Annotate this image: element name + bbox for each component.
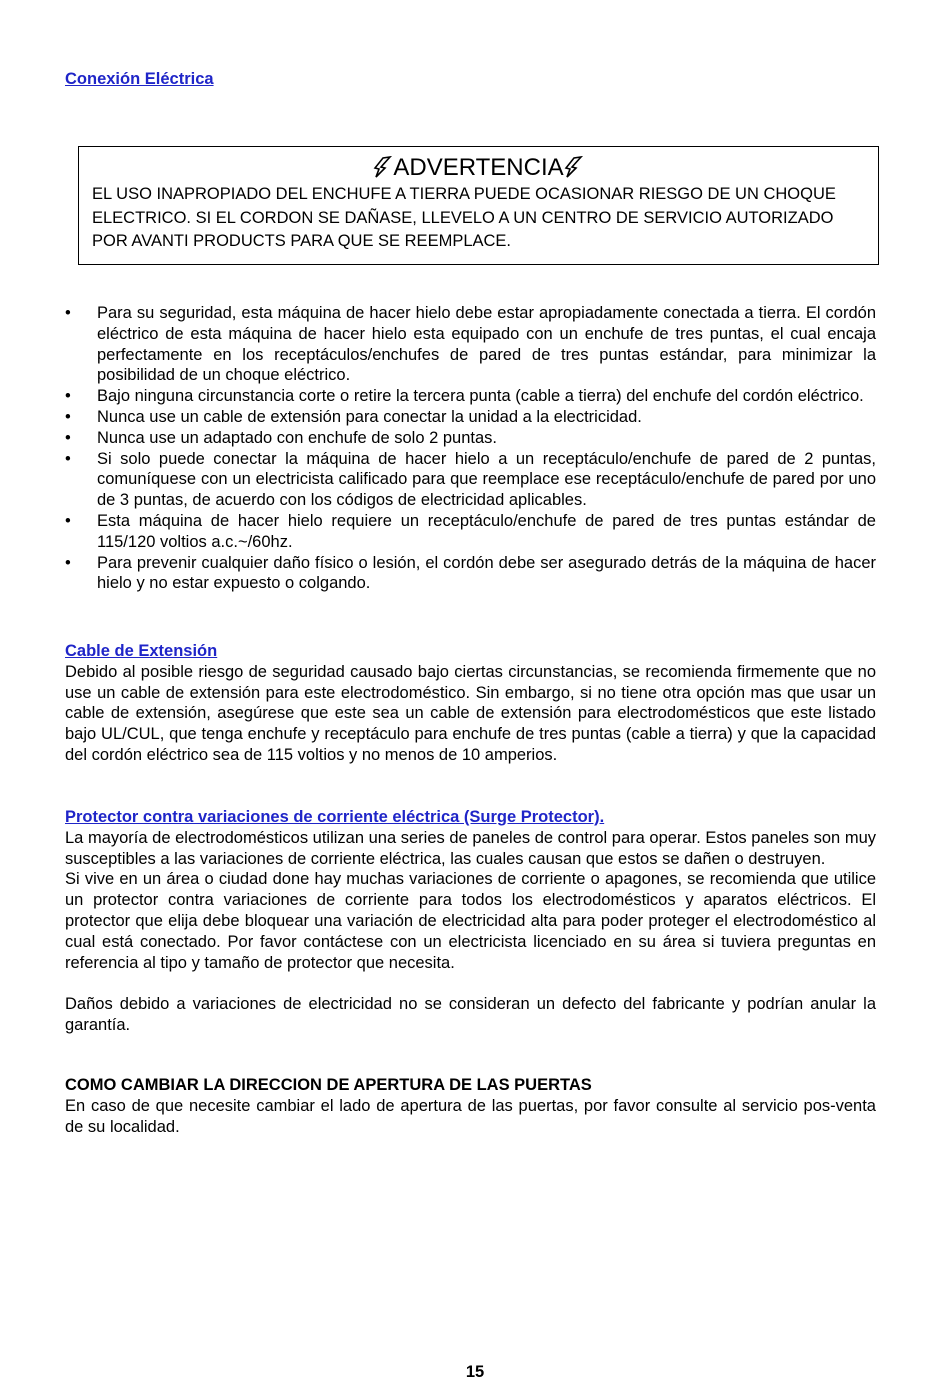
section-title-extension-cord[interactable]: Cable de Extensión: [65, 642, 218, 660]
list-item: • Para prevenir cualquier daño físico o lesión, el cordón debe ser asegurado detrás de la máquina de hacer hielo y no estar expuesto o colgando.: [65, 553, 876, 595]
section-title-surge-protector[interactable]: Protector contra variaciones de corriente eléctrica (Surge Protector).: [65, 808, 605, 826]
section-title-door-reversal: COMO CAMBIAR LA DIRECCION DE APERTURA DE LAS PUERTAS: [65, 1076, 592, 1094]
surge-paragraph-2: Si vive en un área o ciudad done hay muchas variaciones de corriente o apagones, se recomienda que utilice un protector contra variaciones de corriente para todos los electrodomésticos y aparatos eléctricos. El protector que elija debe bloquear una variación de electricidad alta para poder proteger el electrodoméstico al cual está conectado. Por favor contáctese con un electricista licenciado en su área si tuviera preguntas en referencia al tipo y tamaño de protector que necesita.: [65, 870, 876, 972]
warning-box: [78, 146, 879, 265]
list-item: • Bajo ninguna circunstancia corte o retire la tercera punta (cable a tierra) del enchufe del cordón eléctrico.: [65, 386, 876, 407]
list-item: • Esta máquina de hacer hielo requiere un receptáculo/enchufe de pared de tres puntas estándar de 115/120 voltios a.c.~/60hz.: [65, 511, 876, 553]
warning-title-line: [92, 153, 865, 183]
section-title-electrical-connection[interactable]: Conexión Eléctrica: [65, 70, 214, 88]
lightning-bolt-icon: [564, 156, 584, 178]
door-reversal-text: En caso de que necesite cambiar el lado de apertura de las puertas, por favor consulte al servicio pos-venta de su localidad.: [65, 1096, 876, 1136]
list-item: • Para su seguridad, esta máquina de hacer hielo debe estar apropiadamente conectada a tierra. El cordón eléctrico de esta máquina de hacer hielo esta equipado con un enchufe de tres puntas, el cual encaja perfectamente en los receptáculos/enchufes de pared de tres puntas estándar, para minimizar la posibilidad de un choque eléctrico.: [65, 303, 876, 386]
page-number: 15: [465, 1363, 485, 1381]
lightning-bolt-icon: [373, 156, 393, 178]
warning-title: ADVERTENCIA: [393, 154, 564, 181]
safety-bullet-list: [65, 303, 876, 594]
extension-cord-text: Debido al posible riesgo de seguridad causado bajo ciertas circunstancias, se recomienda firmemente que no use un cable de extensión para este electrodoméstico. Sin embargo, si no tiene otra opción mas que usar un cable de extensión, asegúrese que este sea un cable de extensión para electrodomésticos que este listado bajo UL/CUL, que tenga enchufe y receptáculo para enchufe de tres puntas (cable a tierra) y que la capacidad del cordón eléctrico sea de 115 voltios y no menos de 10 amperios.: [65, 662, 876, 764]
surge-paragraph-3: Daños debido a variaciones de electricidad no se consideran un defecto del fabricante y podrían anular la garantía.: [65, 995, 876, 1034]
list-item: • Nunca use un cable de extensión para conectar la unidad a la electricidad.: [65, 407, 876, 428]
surge-protector-section: [65, 807, 876, 1036]
extension-cord-section: [65, 641, 876, 766]
door-reversal-section: [65, 1075, 876, 1137]
warning-text: EL USO INAPROPIADO DEL ENCHUFE A TIERRA PUEDE OCASIONAR RIESGO DE UN CHOQUE ELECTRICO. SI EL CORDON SE DAÑASE, LLEVELO A UN CENTRO DE SERVICIO AUTORIZADO POR AVANTI PRODUCTS PARA QUE SE REEMPLACE.: [92, 185, 836, 250]
list-item: • Si solo puede conectar la máquina de hacer hielo a un receptáculo/enchufe de pared de 2 puntas, comuníquese con un electricista calificado para que reemplace ese receptáculo/enchufe de pared por uno de 3 puntas, de acuerdo con los códigos de electricidad aplicables.: [65, 449, 876, 511]
list-item: • Nunca use un adaptado con enchufe de solo 2 puntas.: [65, 428, 876, 449]
surge-paragraph-1: La mayoría de electrodomésticos utilizan una series de paneles de control para operar. Estos paneles son muy susceptibles a las variaciones de corriente eléctrica, las cuales causan que estos se dañen o destruyen.: [65, 828, 876, 868]
